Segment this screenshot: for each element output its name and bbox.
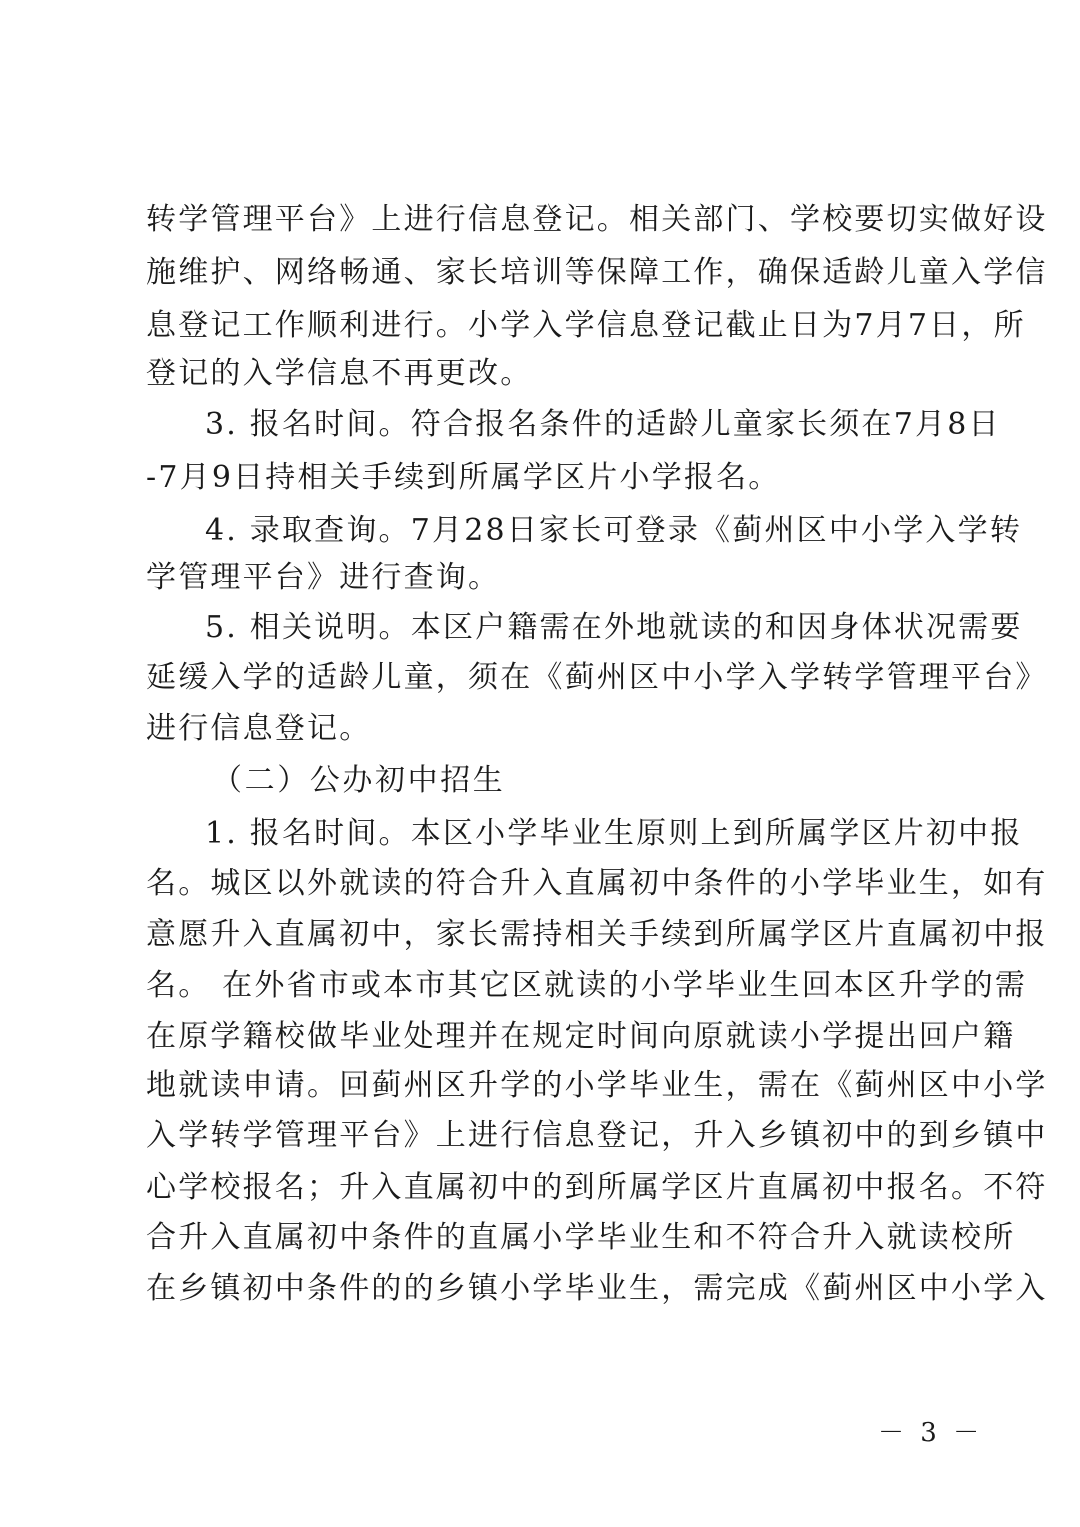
paragraph-line: 施维护、网络畅通、家长培训等保障工作，确保适龄儿童入学信 xyxy=(146,255,1048,290)
paragraph-line: 地就读申请。回蓟州区升学的小学毕业生，需在《蓟州区中小学 xyxy=(146,1068,1048,1103)
paragraph-line: 5. 相关说明。本区户籍需在外地就读的和因身体状况需要 xyxy=(205,610,1023,645)
paragraph-line: 意愿升入直属初中，家长需持相关手续到所属学区片直属初中报 xyxy=(146,917,1048,952)
paragraph-line: 入学转学管理平台》上进行信息登记，升入乡镇初中的到乡镇中 xyxy=(146,1118,1048,1153)
paragraph-line: -7月9日持相关手续到所属学区片小学报名。 xyxy=(146,460,781,495)
paragraph-line: 进行信息登记。 xyxy=(146,711,372,746)
section-heading: （二）公办初中招生 xyxy=(212,763,506,798)
paragraph-line: 1. 报名时间。本区小学毕业生原则上到所属学区片初中报 xyxy=(205,816,1023,851)
paragraph-line: 在原学籍校做毕业处理并在规定时间向原就读小学提出回户籍 xyxy=(146,1019,1016,1054)
paragraph-line: 息登记工作顺利进行。小学入学信息登记截止日为7月7日，所 xyxy=(146,308,1026,343)
paragraph-line: 3. 报名时间。符合报名条件的适龄儿童家长须在7月8日 xyxy=(205,407,1001,442)
paragraph-line: 登记的入学信息不再更改。 xyxy=(146,356,533,391)
paragraph-line: 名。城区以外就读的符合升入直属初中条件的小学毕业生，如有 xyxy=(146,866,1048,901)
paragraph-line: 名。 在外省市或本市其它区就读的小学毕业生回本区升学的需 xyxy=(146,968,1028,1003)
paragraph-line: 心学校报名；升入直属初中的到所属学区片直属初中报名。不符 xyxy=(146,1170,1048,1205)
paragraph-line: 延缓入学的适龄儿童，须在《蓟州区中小学入学转学管理平台》 xyxy=(146,660,1048,695)
page-number: － 3 － xyxy=(878,1418,984,1448)
paragraph-line: 转学管理平台》上进行信息登记。相关部门、学校要切实做好设 xyxy=(146,202,1048,237)
paragraph-line: 在乡镇初中条件的的乡镇小学毕业生，需完成《蓟州区中小学入 xyxy=(146,1271,1048,1306)
paragraph-line: 4. 录取查询。7月28日家长可登录《蓟州区中小学入学转 xyxy=(205,513,1023,548)
paragraph-line: 学管理平台》进行查询。 xyxy=(146,560,501,595)
paragraph-line: 合升入直属初中条件的直属小学毕业生和不符合升入就读校所 xyxy=(146,1220,1016,1255)
